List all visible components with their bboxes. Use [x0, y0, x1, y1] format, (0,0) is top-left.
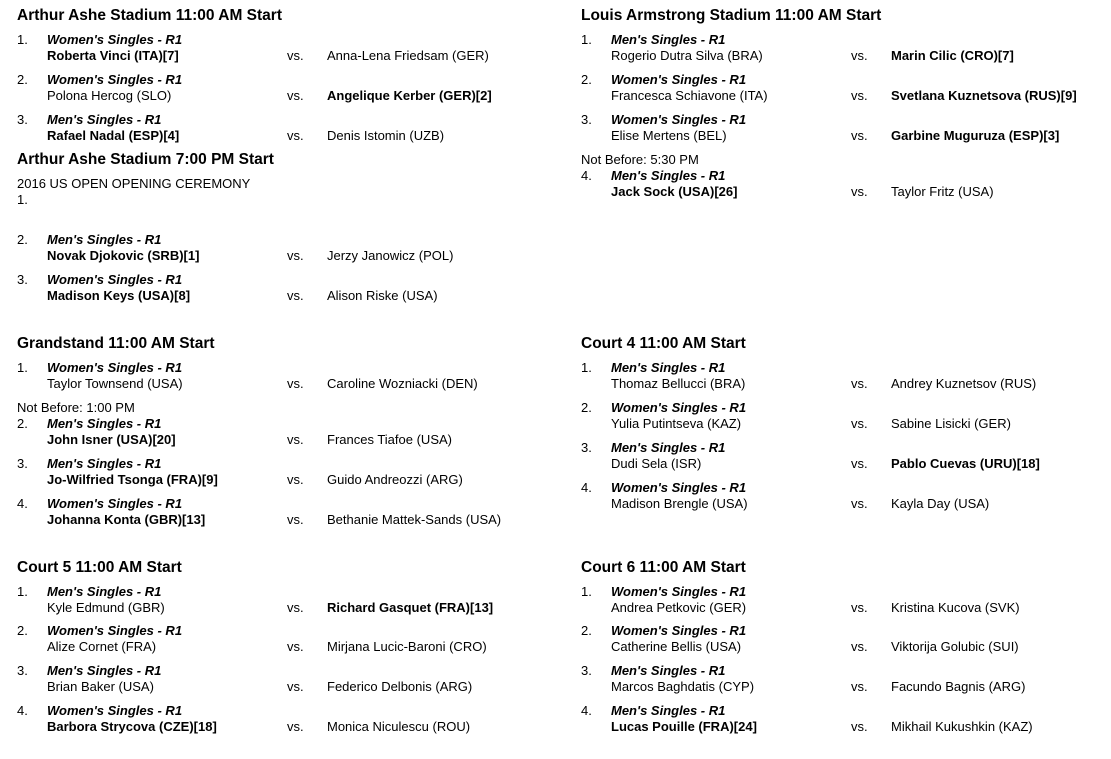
not-before-label: Not Before: 5:30 PM: [581, 152, 699, 167]
section-title-arthur-ashe-night: Arthur Ashe Stadium 7:00 PM Start: [17, 151, 274, 168]
section-title-arthur-ashe-day: Arthur Ashe Stadium 11:00 AM Start: [17, 7, 282, 24]
match-number: 1.: [17, 32, 28, 47]
player-two: Viktorija Golubic (SUI): [891, 639, 1019, 654]
match-event: Men's Singles - R1: [47, 416, 162, 431]
match-number: 2.: [17, 72, 28, 87]
player-one: John Isner (USA)[20]: [47, 432, 176, 447]
player-one: Taylor Townsend (USA): [47, 376, 183, 391]
match-event: Men's Singles - R1: [47, 232, 162, 247]
player-one: Roberta Vinci (ITA)[7]: [47, 48, 179, 63]
player-one: Yulia Putintseva (KAZ): [611, 416, 742, 431]
match-event: Women's Singles - R1: [47, 703, 183, 718]
vs-label: vs.: [287, 288, 304, 303]
match-number: 2.: [17, 623, 28, 638]
match-event: Women's Singles - R1: [47, 272, 183, 287]
match-event: Men's Singles - R1: [611, 360, 726, 375]
player-two: Monica Niculescu (ROU): [327, 719, 471, 734]
player-two: Anna-Lena Friedsam (GER): [327, 48, 489, 63]
match-number: 1.: [581, 360, 592, 375]
match-event: Men's Singles - R1: [47, 112, 162, 127]
player-two: Caroline Wozniacki (DEN): [327, 376, 478, 391]
match-event: Men's Singles - R1: [611, 32, 726, 47]
vs-label: vs.: [851, 184, 868, 199]
player-one: Francesca Schiavone (ITA): [611, 88, 768, 103]
player-one: Marcos Baghdatis (CYP): [611, 679, 755, 694]
player-two: Mikhail Kukushkin (KAZ): [891, 719, 1033, 734]
vs-label: vs.: [287, 48, 304, 63]
match-number: 4.: [581, 703, 592, 718]
section-title-louis-armstrong: Louis Armstrong Stadium 11:00 AM Start: [581, 7, 882, 24]
player-one: Dudi Sela (ISR): [611, 456, 702, 471]
match-number: 2.: [581, 72, 592, 87]
player-two: Marin Cilic (CRO)[7]: [891, 48, 1014, 63]
player-two: Andrey Kuznetsov (RUS): [891, 376, 1037, 391]
player-one: Catherine Bellis (USA): [611, 639, 742, 654]
vs-label: vs.: [287, 639, 304, 654]
player-two: Kristina Kucova (SVK): [891, 600, 1020, 615]
match-number: 4.: [581, 168, 592, 183]
match-number: 2.: [581, 623, 592, 638]
match-number: 4.: [581, 480, 592, 495]
player-one: Lucas Pouille (FRA)[24]: [611, 719, 757, 734]
player-one: Jo-Wilfried Tsonga (FRA)[9]: [47, 472, 218, 487]
player-two: Taylor Fritz (USA): [891, 184, 994, 199]
player-two: Pablo Cuevas (URU)[18]: [891, 456, 1040, 471]
match-number: 3.: [17, 112, 28, 127]
player-two: Kayla Day (USA): [891, 496, 990, 511]
player-two: Federico Delbonis (ARG): [327, 679, 473, 694]
player-two: Bethanie Mattek-Sands (USA): [327, 512, 502, 527]
vs-label: vs.: [851, 128, 868, 143]
player-one: Andrea Petkovic (GER): [611, 600, 747, 615]
match-event: Men's Singles - R1: [611, 168, 726, 183]
player-two: Sabine Lisicki (GER): [891, 416, 1011, 431]
match-event: Women's Singles - R1: [47, 360, 183, 375]
player-two: Guido Andreozzi (ARG): [327, 472, 463, 487]
player-one: Polona Hercog (SLO): [47, 88, 172, 103]
vs-label: vs.: [851, 639, 868, 654]
match-number: 2.: [17, 416, 28, 431]
match-number: 1.: [581, 32, 592, 47]
player-one: Novak Djokovic (SRB)[1]: [47, 248, 200, 263]
vs-label: vs.: [851, 719, 868, 734]
match-event: Women's Singles - R1: [611, 112, 747, 127]
match-number: 4.: [17, 703, 28, 718]
player-one: Alize Cornet (FRA): [47, 639, 157, 654]
vs-label: vs.: [287, 512, 304, 527]
vs-label: vs.: [851, 456, 868, 471]
vs-label: vs.: [287, 432, 304, 447]
vs-label: vs.: [287, 248, 304, 263]
match-event: Men's Singles - R1: [611, 663, 726, 678]
match-number: 3.: [581, 112, 592, 127]
match-event: Women's Singles - R1: [47, 32, 183, 47]
player-one: Madison Keys (USA)[8]: [47, 288, 191, 303]
vs-label: vs.: [851, 376, 868, 391]
match-event: Men's Singles - R1: [611, 440, 726, 455]
match-number: 3.: [17, 663, 28, 678]
match-event: Women's Singles - R1: [47, 72, 183, 87]
match-number: 1.: [17, 192, 28, 207]
player-one: Rogerio Dutra Silva (BRA): [611, 48, 763, 63]
player-two: Richard Gasquet (FRA)[13]: [327, 600, 494, 615]
vs-label: vs.: [851, 679, 868, 694]
vs-label: vs.: [851, 496, 868, 511]
match-event: Men's Singles - R1: [47, 584, 162, 599]
match-number: 3.: [17, 456, 28, 471]
player-two: Jerzy Janowicz (POL): [327, 248, 454, 263]
match-number: 1.: [17, 584, 28, 599]
match-number: 1.: [581, 584, 592, 599]
section-title-court-5: Court 5 11:00 AM Start: [17, 559, 182, 576]
opening-ceremony-label: 2016 US OPEN OPENING CEREMONY: [17, 176, 251, 191]
player-two: Garbine Muguruza (ESP)[3]: [891, 128, 1060, 143]
player-two: Frances Tiafoe (USA): [327, 432, 452, 447]
match-event: Women's Singles - R1: [611, 584, 747, 599]
player-two: Denis Istomin (UZB): [327, 128, 445, 143]
match-number: 1.: [17, 360, 28, 375]
match-number: 3.: [581, 440, 592, 455]
player-two: Svetlana Kuznetsova (RUS)[9]: [891, 88, 1077, 103]
vs-label: vs.: [851, 416, 868, 431]
player-one: Elise Mertens (BEL): [611, 128, 727, 143]
player-two: Angelique Kerber (GER)[2]: [327, 88, 492, 103]
vs-label: vs.: [287, 679, 304, 694]
vs-label: vs.: [851, 88, 868, 103]
match-event: Women's Singles - R1: [611, 480, 747, 495]
vs-label: vs.: [287, 472, 304, 487]
match-event: Women's Singles - R1: [611, 72, 747, 87]
match-number: 2.: [581, 400, 592, 415]
vs-label: vs.: [287, 88, 304, 103]
player-two: Alison Riske (USA): [327, 288, 438, 303]
section-title-court-6: Court 6 11:00 AM Start: [581, 559, 746, 576]
match-event: Men's Singles - R1: [611, 703, 726, 718]
match-event: Men's Singles - R1: [47, 456, 162, 471]
vs-label: vs.: [851, 48, 868, 63]
match-event: Women's Singles - R1: [47, 623, 183, 638]
player-one: Madison Brengle (USA): [611, 496, 748, 511]
section-title-court-4: Court 4 11:00 AM Start: [581, 335, 746, 352]
player-one: Kyle Edmund (GBR): [47, 600, 165, 615]
player-one: Barbora Strycova (CZE)[18]: [47, 719, 217, 734]
match-event: Women's Singles - R1: [611, 623, 747, 638]
player-two: Mirjana Lucic-Baroni (CRO): [327, 639, 487, 654]
match-number: 4.: [17, 496, 28, 511]
match-number: 3.: [17, 272, 28, 287]
vs-label: vs.: [287, 719, 304, 734]
vs-label: vs.: [851, 600, 868, 615]
player-one: Johanna Konta (GBR)[13]: [47, 512, 206, 527]
match-number: 2.: [17, 232, 28, 247]
player-two: Facundo Bagnis (ARG): [891, 679, 1026, 694]
vs-label: vs.: [287, 376, 304, 391]
match-number: 3.: [581, 663, 592, 678]
section-title-grandstand: Grandstand 11:00 AM Start: [17, 335, 215, 352]
match-event: Women's Singles - R1: [611, 400, 747, 415]
match-event: Women's Singles - R1: [47, 496, 183, 511]
match-event: Men's Singles - R1: [47, 663, 162, 678]
vs-label: vs.: [287, 128, 304, 143]
player-one: Jack Sock (USA)[26]: [611, 184, 738, 199]
vs-label: vs.: [287, 600, 304, 615]
player-one: Brian Baker (USA): [47, 679, 154, 694]
player-one: Rafael Nadal (ESP)[4]: [47, 128, 180, 143]
not-before-label: Not Before: 1:00 PM: [17, 400, 135, 415]
player-one: Thomaz Bellucci (BRA): [611, 376, 746, 391]
